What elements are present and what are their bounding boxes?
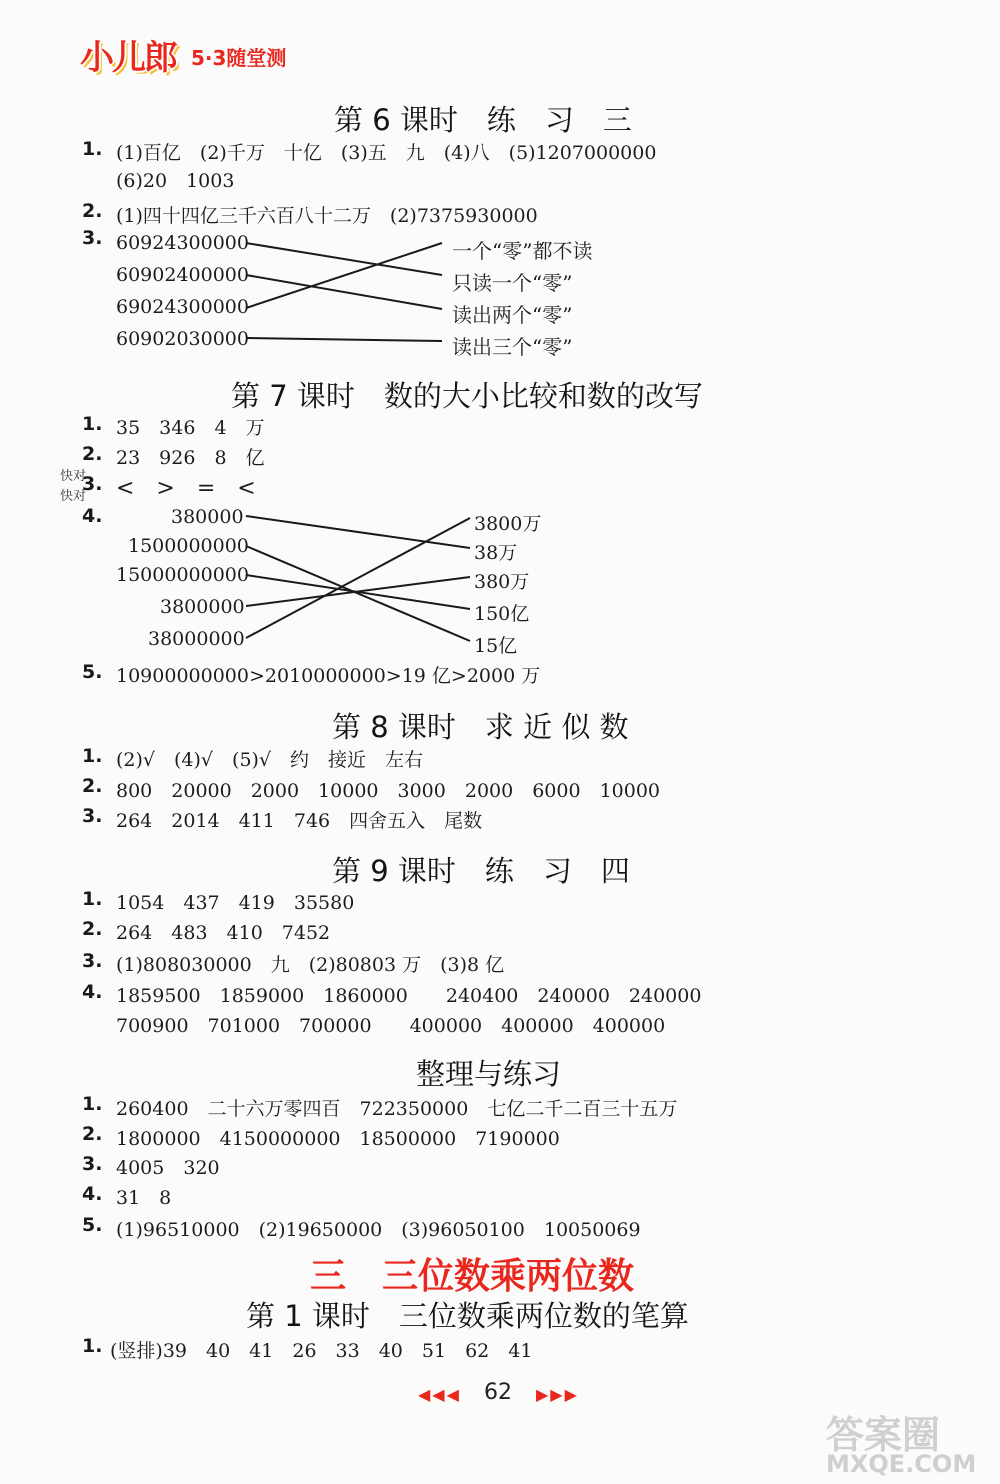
match-line	[246, 243, 442, 308]
answer-text: 4005 320	[116, 1157, 220, 1179]
answer-text: 35 346 4 万	[116, 417, 265, 439]
answer-text: 1054 437 419 35580	[116, 892, 355, 914]
answer-text: (6)20 1003	[116, 170, 235, 192]
lesson-1-title: 第 1 课时 三位数乘两位数的笔算	[246, 1299, 689, 1333]
matching-left-item: 3800000	[160, 596, 245, 618]
matching-right-item: 3800万	[474, 513, 542, 535]
match-line	[246, 577, 470, 606]
matching-left-item: 60924300000	[116, 232, 249, 254]
lesson-9-title: 第 9 课时 练 习 四	[332, 854, 630, 888]
q-number: 3.	[82, 805, 103, 827]
q-number: 1.	[82, 888, 103, 910]
matching-left-item: 1500000000	[128, 535, 249, 557]
matching-right-item: 一个“零”都不读	[452, 239, 593, 263]
answer-text: (1)百亿 (2)千万 十亿 (3)五 九 (4)八 (5)1207000000	[116, 142, 657, 164]
answer-text: 1859500 1859000 1860000 240400 240000 240000	[116, 985, 702, 1007]
matching-left-item: 15000000000	[116, 564, 249, 586]
q-number: 1.	[82, 1335, 103, 1357]
matching-right-item: 15亿	[474, 635, 518, 657]
answer-text: (1)四十四亿三千六百八十二万 (2)7375930000	[116, 205, 538, 227]
answer-text: 260400 二十六万零四百 722350000 七亿二千二百三十五万	[116, 1098, 678, 1120]
lesson-7-title: 第 7 课时 数的大小比较和数的改写	[231, 379, 703, 413]
match-line	[246, 243, 442, 275]
q-number: 1.	[82, 1093, 103, 1115]
next-arrows-icon: ▶▶▶	[536, 1385, 579, 1404]
side-mark: 快对	[60, 489, 87, 504]
matching-right-item: 380万	[474, 571, 530, 593]
q-number: 5.	[82, 661, 103, 683]
answer-text: (1)808030000 九 (2)80803 万 (3)8 亿	[116, 954, 505, 976]
answer-text: 10900000000>2010000000>19 亿>2000 万	[116, 665, 541, 687]
logo: 小儿郎	[80, 38, 176, 78]
q-number: 3.	[82, 1153, 103, 1175]
answer-text: 264 483 410 7452	[116, 922, 331, 944]
matching-right-item: 读出两个“零”	[452, 303, 573, 327]
q-number: 4.	[82, 1183, 103, 1205]
side-mark: 快对	[60, 469, 87, 484]
q-number: 1.	[82, 413, 103, 435]
q-number: 3.	[82, 227, 103, 249]
matching-right-item: 38万	[474, 542, 518, 564]
watermark-logo: 答案圈	[826, 1413, 941, 1457]
q-number: 5.	[82, 1214, 103, 1236]
q-number: 2.	[82, 775, 103, 797]
matching-right-item: 150亿	[474, 603, 530, 625]
q-number: 2.	[82, 443, 103, 465]
match-line	[246, 546, 470, 641]
prev-arrows-icon: ◀◀◀	[418, 1385, 461, 1404]
match-line	[246, 518, 470, 638]
answer-text: (竖排)39 40 41 26 33 40 51 62 41	[110, 1340, 533, 1362]
series-name: 5·3随堂测	[191, 46, 287, 70]
unit-title: 三 三位数乘两位数	[310, 1256, 635, 1297]
matching-left-item: 380000	[171, 506, 244, 528]
q-number: 1.	[82, 745, 103, 767]
match-line	[246, 338, 442, 341]
q-number: 1.	[82, 138, 103, 160]
matching-left-item: 60902030000	[116, 328, 249, 350]
answer-text: 1800000 4150000000 18500000 7190000	[116, 1128, 560, 1150]
lesson-8-title: 第 8 课时 求 近 似 数	[332, 710, 629, 744]
answer-text: 800 20000 2000 10000 3000 2000 6000 10000	[116, 780, 661, 802]
watermark-url: MXQE.COM	[826, 1450, 977, 1478]
matching-left-item: 60902400000	[116, 264, 249, 286]
answer-text: 31 8	[116, 1187, 172, 1209]
q-number: 3.	[82, 473, 103, 495]
q-number: 2.	[82, 1123, 103, 1145]
q-number: 2.	[82, 918, 103, 940]
q-number: 2.	[82, 200, 103, 222]
answer-text: 700900 701000 700000 400000 400000 400000	[116, 1015, 666, 1037]
q-number: 4.	[82, 505, 103, 527]
q-number: 4.	[82, 981, 103, 1003]
review-title: 整理与练习	[416, 1057, 562, 1091]
matching-left-item: 38000000	[148, 628, 245, 650]
answer-text: (1)96510000 (2)19650000 (3)96050100 10050069	[116, 1219, 641, 1241]
page-number: 62	[484, 1380, 512, 1405]
lesson-6-title: 第 6 课时 练 习 三	[334, 103, 632, 137]
matching-right-item: 读出三个“零”	[452, 335, 573, 359]
match-line	[246, 516, 470, 548]
answer-text: 23 926 8 亿	[116, 447, 265, 469]
matching-left-item: 69024300000	[116, 296, 249, 318]
matching-right-item: 只读一个“零”	[452, 271, 573, 295]
q-number: 3.	[82, 950, 103, 972]
answer-text: 264 2014 411 746 四舍五入 尾数	[116, 810, 483, 832]
match-line	[246, 275, 442, 309]
answer-text: (2)√ (4)√ (5)√ 约 接近 左右	[116, 749, 424, 771]
answer-text: < > = <	[116, 476, 256, 501]
